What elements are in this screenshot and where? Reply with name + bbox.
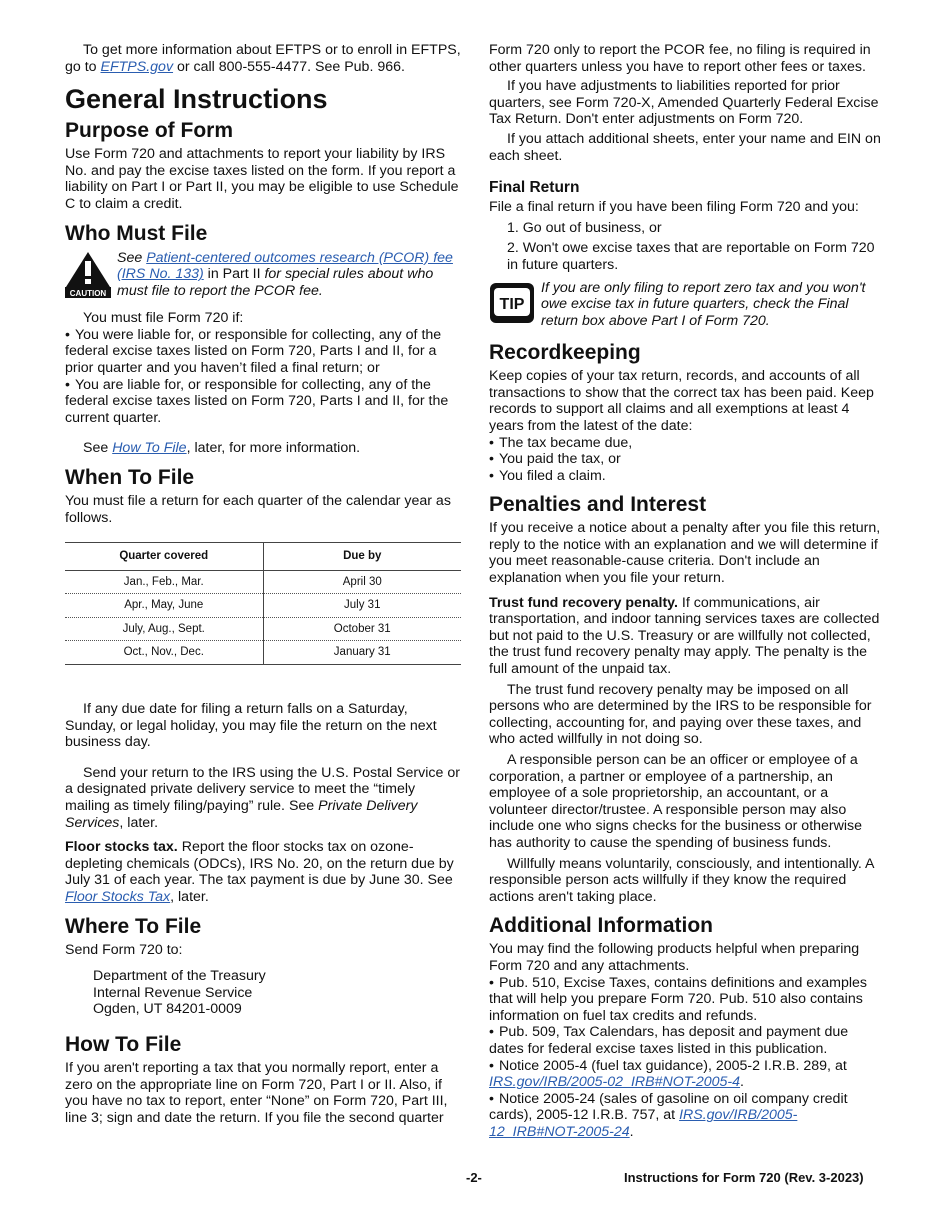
who-bullets bbox=[65, 327, 461, 427]
list-item: • You were liable for, or responsible for collecting, any of the federal excise taxes listed on Form 720, Parts I and II, for a prior quarter and you haven’t filed a final return; or bbox=[65, 326, 442, 376]
list-item: • Notice 2005-4 (fuel tax guidance), 2005-2 I.R.B. 289, at IRS.gov/IRB/2005-02_IRB#NOT-2005-4. bbox=[489, 1057, 847, 1091]
final-text: File a final return if you have been filing Form 720 and you: bbox=[489, 199, 859, 216]
list-item: • Pub. 509, Tax Calendars, has deposit and payment due dates for federal excise taxes listed in this publication. bbox=[489, 1024, 849, 1057]
send-paragraph: Send your return to the IRS using the U.S. Postal Service or a designated private delivery service to meet the “timely mailing as timely filing/paying” rule. See Private Delivery Services, later. bbox=[65, 764, 460, 831]
who-intro: You must file Form 720 if: bbox=[83, 310, 244, 327]
final-return-heading: Final Return bbox=[489, 179, 580, 197]
adjustments-paragraph: If you have adjustments to liabilities reported for prior quarters, see Form 720-X, Amended Quarterly Federal Excise Tax Return. Don't enter adjustments on Form 720. bbox=[489, 78, 879, 128]
list-item: • You paid the tax, or bbox=[489, 451, 621, 468]
caution-label: CAUTION bbox=[69, 288, 107, 298]
right-column bbox=[489, 42, 885, 1140]
holiday-paragraph: If any due date for filing a return falls on a Saturday, Sunday, or legal holiday, you may file the return on the next business day. bbox=[65, 701, 437, 751]
how-to-file-heading: How To File bbox=[65, 1032, 182, 1056]
see-how-to-file: See How To File, later, for more information. bbox=[83, 440, 361, 457]
how-text: If you aren't reporting a tax that you normally report, enter a zero on the appropriate line on Form 720, Part I or II. Also, if you have no tax to report, enter “None” on Form 720, Part III, line 3; sign and date the return. If you file the second quarter bbox=[65, 1059, 448, 1126]
attach-paragraph: If you attach additional sheets, enter your name and EIN on each sheet. bbox=[489, 130, 881, 164]
pcor-fee-link[interactable]: Patient-centered outcomes research (PCOR) fee (IRS No. 133) bbox=[117, 249, 453, 283]
table-row: July, Aug., Sept. October 31 bbox=[65, 617, 461, 641]
eftps-link[interactable]: EFTPS.gov bbox=[100, 58, 174, 75]
list-item: • Notice 2005-24 (sales of gasoline on oil company credit cards), 2005-12 I.R.B. 757, at IRS.gov/IRB/2005-12_IRB#NOT-2005-24. bbox=[489, 1090, 848, 1140]
penalties-p4: Willfully means voluntarily, consciously, and intentionally. A responsible person acts willfully if they know the required actions aren't taking place. bbox=[489, 855, 874, 905]
additional-bullets bbox=[489, 975, 885, 1141]
due-dates-table bbox=[65, 542, 461, 665]
penalties-p2: The trust fund recovery penalty may be imposed on all persons who are determined by the IRS to be responsible for collecting, accounting for, and paying over these taxes, and who acted willfully in not doing so. bbox=[489, 681, 872, 748]
table-row: Oct., Nov., Dec. January 31 bbox=[65, 641, 461, 665]
penalties-p3: A responsible person can be an officer or employee of a corporation, a partner or employee of a partnership, an employee of a sole proprietorship, an accountant, or a volunteer director/trustee. A responsible person may also include one who signs checks for the business or otherwise has authority to cause the spending of business funds. bbox=[489, 752, 863, 851]
when-to-file-heading: When To File bbox=[65, 465, 195, 489]
purpose-heading: Purpose of Form bbox=[65, 119, 234, 143]
notice-2005-24-link[interactable]: IRS.gov/IRB/2005-12_IRB#NOT-2005-24 bbox=[489, 1107, 798, 1140]
left-column bbox=[65, 42, 461, 1126]
tip-callout bbox=[489, 280, 885, 333]
additional-info-heading: Additional Information bbox=[489, 914, 713, 938]
list-item: • You filed a claim. bbox=[489, 467, 606, 484]
tip-icon bbox=[489, 280, 535, 333]
table-header: Quarter covered bbox=[65, 543, 263, 571]
general-instructions-heading: General Instructions bbox=[65, 84, 328, 115]
caution-text: See Patient-centered outcomes research (PCOR) fee (IRS No. 133) in Part II for special rules about who must file to report the PCOR fee. bbox=[117, 249, 453, 299]
caution-callout bbox=[65, 250, 461, 303]
penalties-text: If you receive a notice about a penalty after you file this return, reply to the notice with an explanation and we will determine if you meet reasonable-cause criteria. Don't include an explanation when you file your return. bbox=[489, 520, 881, 587]
list-item: • Pub. 510, Excise Taxes, contains definitions and examples that will help you prepare Form 720. Pub. 510 also contains information on fuel tax credits and refunds. bbox=[489, 974, 868, 1024]
tip-text: If you are only filing to report zero tax and you won't owe excise tax in future quarters, check the Final return box above Part I of Form 720. bbox=[541, 279, 866, 329]
continued-text: Form 720 only to report the PCOR fee, no filing is required in other quarters unless you have to report other fees or taxes. bbox=[489, 42, 871, 75]
tip-label: TIP bbox=[499, 295, 525, 313]
recordkeeping-heading: Recordkeeping bbox=[489, 341, 641, 365]
floor-stocks-paragraph: Floor stocks tax. Report the floor stocks tax on ozone-depleting chemicals (ODCs), IRS No. 20, on the return due by July 31 of each year. The tax payment is due by June 30. See Floor Stocks Tax, later. bbox=[65, 839, 454, 905]
when-text: You must file a return for each quarter of the calendar year as follows. bbox=[65, 492, 451, 526]
list-item: 2. Won't owe excise taxes that are reportable on Form 720 in future quarters. bbox=[507, 240, 875, 273]
additional-text: You may find the following products helpful when preparing Form 720 and any attachments. bbox=[489, 941, 860, 974]
footer-title: Instructions for Form 720 (Rev. 3-2023) bbox=[624, 1170, 864, 1185]
purpose-text: Use Form 720 and attachments to report your liability by IRS No. and pay the excise taxes listed on the form. If you report a liability on Part I or Part II, you may be eligible to use Schedule C to claim a credit. bbox=[65, 146, 459, 212]
caution-icon bbox=[65, 250, 111, 303]
list-item: • You are liable for, or responsible for collecting, any of the federal excise taxes listed on Form 720, Parts I and II, for the current quarter. bbox=[65, 376, 449, 426]
record-text: Keep copies of your tax return, records, and accounts of all transactions to show that the correct tax has been paid. Keep records to support all claims and all exemptions at least 4 years from the latest of the date: bbox=[489, 368, 874, 434]
list-item: 1. Go out of business, or bbox=[507, 219, 662, 236]
trust-fund-paragraph: Trust fund recovery penalty. If communications, air transportation, and indoor tanning services taxes are collected but not paid to the U.S. Treasury or are willfully not collected, the trust fund recovery penalty may apply. The penalty is the full amount of the unpaid tax. bbox=[489, 594, 880, 678]
table-row: Jan., Feb., Mar. April 30 bbox=[65, 570, 461, 594]
penalties-heading: Penalties and Interest bbox=[489, 493, 707, 517]
page-number: -2- bbox=[466, 1170, 482, 1185]
mailing-address: Department of the Treasury Internal Revenue Service Ogden, UT 84201-0009 bbox=[93, 968, 266, 1018]
who-must-file-heading: Who Must File bbox=[65, 221, 208, 245]
record-bullets bbox=[489, 435, 885, 485]
table-row: Apr., May, June July 31 bbox=[65, 594, 461, 618]
where-to-file-heading: Where To File bbox=[65, 914, 202, 938]
floor-stocks-link[interactable]: Floor Stocks Tax bbox=[65, 889, 171, 905]
eftps-paragraph: To get more information about EFTPS or to enroll in EFTPS, go to EFTPS.gov or call 800-555-4477. See Pub. 966. bbox=[65, 42, 461, 75]
notice-2005-4-link[interactable]: IRS.gov/IRB/2005-02_IRB#NOT-2005-4 bbox=[489, 1074, 741, 1091]
table-header: Due by bbox=[263, 543, 461, 571]
how-to-file-link[interactable]: How To File bbox=[112, 440, 187, 457]
where-text: Send Form 720 to: bbox=[65, 941, 183, 958]
list-item: • The tax became due, bbox=[489, 434, 633, 451]
